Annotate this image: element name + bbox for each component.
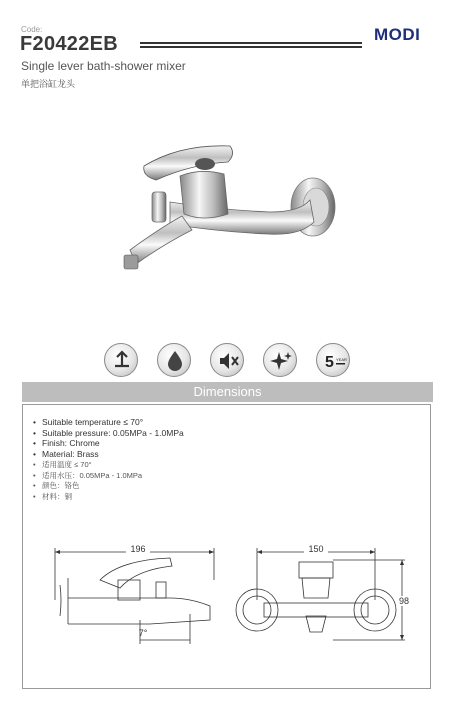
feature-badges xyxy=(104,343,354,379)
product-subtitle-cn: 单把浴缸龙头 xyxy=(21,79,76,89)
angle-label: 7° xyxy=(138,628,148,638)
technical-drawings xyxy=(40,540,420,660)
sparkle-icon xyxy=(263,343,297,377)
code-rule xyxy=(140,42,362,49)
product-image xyxy=(100,140,360,290)
spec-item: • Material: Brass xyxy=(33,449,99,460)
svg-text:YEAR: YEAR xyxy=(336,357,347,362)
front-height-label: 98 xyxy=(398,596,410,606)
side-width-label: 196 xyxy=(130,544,146,554)
product-code: F20422EB xyxy=(20,33,119,55)
product-subtitle: Single lever bath-shower mixer xyxy=(21,59,186,73)
pressure-icon xyxy=(104,343,138,377)
spec-item: • Finish: Chrome xyxy=(33,438,100,449)
front-width-label: 150 xyxy=(308,544,324,554)
warranty-5-year-icon xyxy=(316,343,350,377)
side-view-drawing xyxy=(55,548,214,644)
spec-item-cn: • 适用水压：0.05MPa - 1.0MPa xyxy=(33,470,143,480)
spec-item-cn: • 适用温度 ≤ 70° xyxy=(33,459,92,469)
water-saving-icon xyxy=(157,343,191,377)
spec-list xyxy=(33,417,184,503)
svg-text:5: 5 xyxy=(325,354,334,371)
spec-item: • Suitable pressure: 0.05MPa - 1.0MPa xyxy=(33,427,184,438)
spec-item-cn: • 材料：铜 xyxy=(33,491,72,501)
code-label: Code: xyxy=(21,25,43,34)
dimensions-header: Dimensions xyxy=(22,382,433,402)
front-view-drawing xyxy=(236,548,405,640)
spec-item-cn: • 颜色：铬色 xyxy=(33,481,80,491)
spec-item: • Suitable temperature ≤ 70° xyxy=(33,417,144,427)
brand-logo: MODI xyxy=(374,25,421,44)
noiseless-icon xyxy=(210,343,244,377)
